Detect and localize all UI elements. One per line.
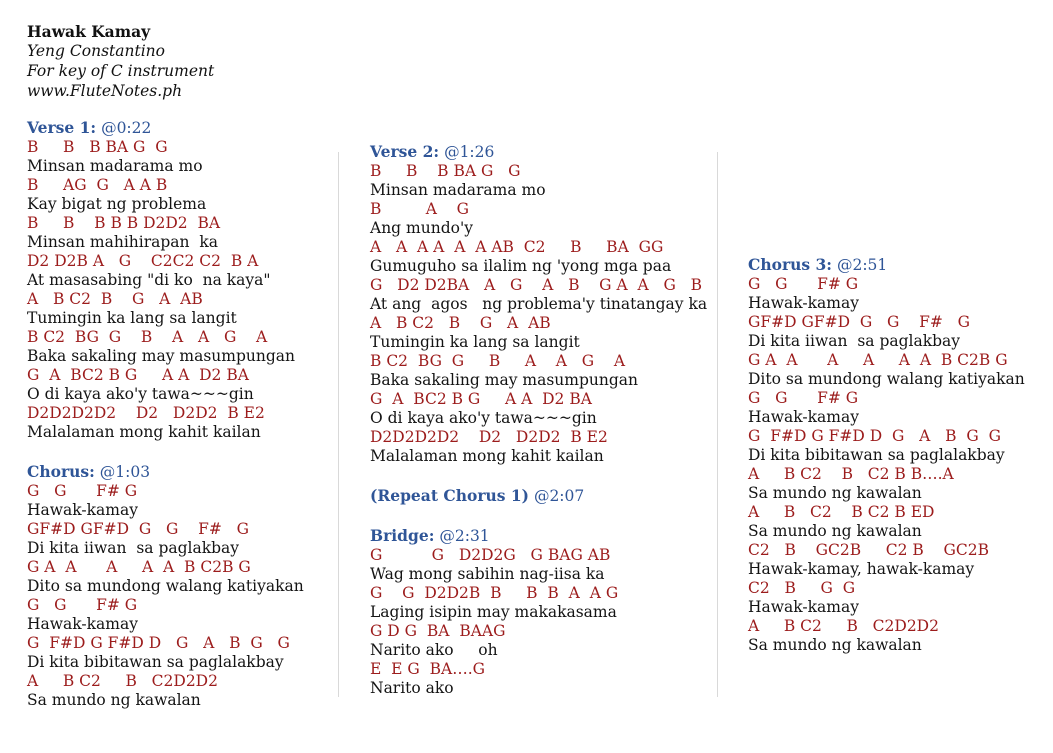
lyric-line: Hawak-kamay	[27, 615, 138, 633]
lyric-line: Baka sakaling may masumpungan	[27, 347, 295, 365]
note-line: E E G BA….G	[370, 660, 486, 678]
instrument-key-note: For key of C instrument	[27, 62, 215, 80]
note-line: G A BC2 B G A A D2 BA	[27, 366, 249, 384]
lyric-line: Tumingin ka lang sa langit	[27, 309, 237, 327]
note-line: D2D2D2D2 D2 D2D2 B E2	[27, 404, 265, 422]
lyric-line: Hawak-kamay	[27, 501, 138, 519]
note-line: G G F# G	[27, 596, 138, 614]
note-line: GF#D GF#D G G F# G	[748, 313, 971, 331]
note-line: A B C2 B G A AB	[370, 314, 551, 332]
note-line: G G D2D2G G BAG AB	[370, 546, 611, 564]
lyric-line: Di kita bibitawan sa paglalakbay	[748, 446, 1005, 464]
lyric-line: Dito sa mundong walang katiyakan	[748, 370, 1025, 388]
note-line: B C2 BG G B A A G A	[370, 352, 626, 370]
lyric-line: Hawak-kamay	[748, 294, 859, 312]
section-heading	[27, 118, 304, 138]
lyric-line: Sa mundo ng kawalan	[748, 484, 922, 502]
section-name: (Repeat Chorus 1)	[370, 486, 529, 505]
section-timestamp: @2:51	[836, 256, 888, 274]
section-name: Chorus:	[27, 462, 95, 481]
note-line: A B C2 B C2 B B….A	[748, 465, 954, 483]
song-section	[370, 142, 707, 466]
song-header	[27, 22, 214, 101]
note-line: G G F# G	[748, 275, 859, 293]
note-line: G D G BA BAAG	[370, 622, 506, 640]
lyric-line: Sa mundo ng kawalan	[27, 691, 201, 709]
lyric-line: Minsan madarama mo	[27, 157, 203, 175]
note-line: B A G	[370, 200, 470, 218]
section-name: Verse 2:	[370, 142, 440, 161]
note-line: G G D2D2B B B B A A G	[370, 584, 619, 602]
lyric-line: Narito ako oh	[370, 641, 498, 659]
note-line: A A A A A A AB C2 B BA GG	[370, 238, 664, 256]
column-divider	[338, 152, 339, 697]
lyric-line: Malalaman mong kahit kailan	[370, 447, 604, 465]
note-line: B B B BA G G	[27, 138, 168, 156]
section-timestamp: @1:26	[444, 143, 495, 161]
lyric-line: Minsan mahihirapan ka	[27, 233, 219, 251]
song-section	[748, 255, 1025, 655]
section-timestamp: @0:22	[101, 119, 152, 137]
note-line: A B C2 B C2 B ED	[748, 503, 935, 521]
section-heading	[370, 526, 707, 546]
lyric-line: Di kita bibitawan sa paglalakbay	[27, 653, 284, 671]
note-line: GF#D GF#D G G F# G	[27, 520, 250, 538]
note-line: A B C2 B C2D2D2	[27, 672, 218, 690]
note-line: G F#D G F#D D G A B G G	[748, 427, 1002, 445]
lyric-line: Wag mong sabihin nag-iisa ka	[370, 565, 605, 583]
note-line: G A A A A A B C2B G	[27, 558, 251, 576]
lyric-line: Di kita iiwan sa paglakbay	[27, 539, 240, 557]
section-name: Verse 1:	[27, 118, 97, 137]
note-line: A B C2 B G A AB	[27, 290, 203, 308]
note-line: D2 D2B A G C2C2 C2 B A	[27, 252, 259, 270]
song-artist: Yeng Constantino	[27, 42, 165, 60]
note-line: G A A A A A A B C2B G	[748, 351, 1008, 369]
song-section	[27, 462, 304, 710]
lyric-line: Sa mundo ng kawalan	[748, 636, 922, 654]
lyric-line: At ang agos ng problema'y tinatangay ka	[370, 295, 708, 313]
section-heading	[370, 486, 707, 506]
song-section	[27, 118, 304, 442]
lyric-line: O di kaya ako'y tawa~~~gin	[27, 385, 254, 403]
note-line: B B B B B D2D2 BA	[27, 214, 221, 232]
lyric-line: O di kaya ako'y tawa~~~gin	[370, 409, 597, 427]
lyric-line: At masasabing "di ko na kaya"	[27, 271, 271, 289]
section-name: Bridge:	[370, 526, 435, 545]
note-line: D2D2D2D2 D2 D2D2 B E2	[370, 428, 608, 446]
lyric-line: Dito sa mundong walang katiyakan	[27, 577, 304, 595]
section-name: Chorus 3:	[748, 255, 833, 274]
lyric-line: Minsan madarama mo	[370, 181, 546, 199]
lyric-line: Kay bigat ng problema	[27, 195, 207, 213]
note-line: G D2 D2BA A G A B G A A G B	[370, 276, 703, 294]
lyric-line: Hawak-kamay, hawak-kamay	[748, 560, 975, 578]
song-title: Hawak Kamay	[27, 22, 151, 41]
lyric-line: Hawak-kamay	[748, 598, 859, 616]
lyric-line: Tumingin ka lang sa langit	[370, 333, 580, 351]
lyric-line: Baka sakaling may masumpungan	[370, 371, 638, 389]
note-line: G F#D G F#D D G A B G G	[27, 634, 290, 652]
section-timestamp: @2:07	[533, 487, 585, 505]
lyric-line: Hawak-kamay	[748, 408, 859, 426]
lyric-line: Laging isipin may makakasama	[370, 603, 617, 621]
lyric-line: Ang mundo'y	[370, 219, 473, 237]
note-line: B C2 BG G B A A G A	[27, 328, 268, 346]
lyric-line: Di kita iiwan sa paglakbay	[748, 332, 961, 350]
column-right	[748, 255, 1025, 675]
lyric-line: Malalaman mong kahit kailan	[27, 423, 261, 441]
section-heading	[27, 462, 304, 482]
song-section	[370, 486, 707, 506]
website: www.FluteNotes.ph	[27, 82, 183, 100]
note-line: C2 B GC2B C2 B GC2B	[748, 541, 989, 559]
note-line: G G F# G	[748, 389, 859, 407]
song-section	[370, 526, 707, 698]
note-line: G G F# G	[27, 482, 138, 500]
column-middle	[370, 142, 707, 718]
lyric-line: Sa mundo ng kawalan	[748, 522, 922, 540]
column-divider	[717, 152, 718, 697]
section-heading	[748, 255, 1025, 275]
section-timestamp: @1:03	[99, 463, 151, 481]
lyric-line: Gumuguho sa ilalim ng 'yong mga paa	[370, 257, 672, 275]
lyric-line: Narito ako	[370, 679, 454, 697]
column-left	[27, 118, 304, 730]
note-line: A B C2 B C2D2D2	[748, 617, 939, 635]
section-timestamp: @2:31	[439, 527, 490, 545]
note-line: C2 B G G	[748, 579, 856, 597]
note-line: B B B BA G G	[370, 162, 521, 180]
section-heading	[370, 142, 707, 162]
note-line: G A BC2 B G A A D2 BA	[370, 390, 592, 408]
note-line: B AG G A A B	[27, 176, 168, 194]
